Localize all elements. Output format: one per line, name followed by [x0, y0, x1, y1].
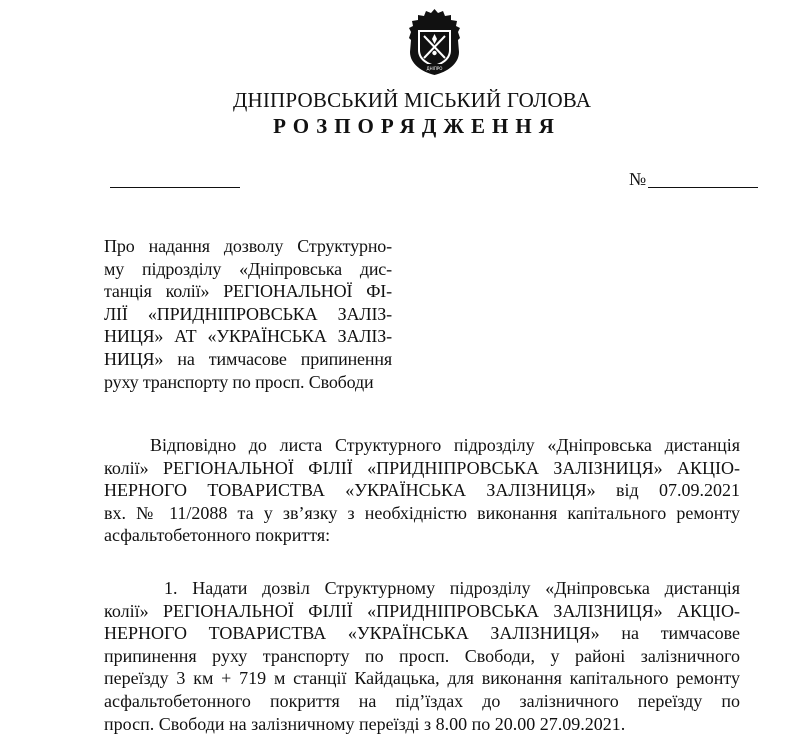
- subject-block: [104, 235, 392, 393]
- order-item-1: [104, 577, 740, 735]
- number-blank-line: [648, 187, 758, 188]
- paragraph-line: переїзду 3 км + 719 м станції Кайдацька, для виконання капітального ремонту: [104, 668, 740, 689]
- paragraph-line: колії» РЕГІОНАЛЬНОЇ ФІЛІЇ «ПРИДНІПРОВСЬКА ЗАЛІЗНИЦЯ» АКЦІО-: [104, 600, 740, 621]
- number-field: [629, 168, 646, 190]
- paragraph-line: припинення руху транспорту по просп. Свободи, у районі залізничного: [104, 645, 740, 666]
- subject-line: ЛІЇ «ПРИДНІПРОВСЬКА ЗАЛІЗ-: [104, 303, 392, 324]
- paragraph-line: Відповідно до листа Структурного підрозділу «Дніпровська дистанція: [150, 435, 740, 455]
- dnipro-coat-of-arms-icon: [407, 8, 462, 76]
- document-type: РОЗПОРЯДЖЕННЯ: [273, 114, 561, 138]
- paragraph-line: НЕРНОГО ТОВАРИСТВА «УКРАЇНСЬКА ЗАЛІЗНИЦЯ» від 07.09.2021: [104, 480, 740, 501]
- preamble-paragraph: [104, 434, 740, 547]
- paragraph-line: асфальтобетонного покриття на під’їздах до залізничного переїзду по: [104, 690, 740, 711]
- number-sign: №: [629, 169, 647, 189]
- subject-line: му підрозділу «Дніпровська дис-: [104, 258, 392, 279]
- paragraph-line: НЕРНОГО ТОВАРИСТВА «УКРАЇНСЬКА ЗАЛІЗНИЦЯ» на тимчасове: [104, 623, 740, 644]
- subject-line: НИЦЯ» АТ «УКРАЇНСЬКА ЗАЛІЗ-: [104, 326, 392, 347]
- paragraph-line: колії» РЕГІОНАЛЬНОЇ ФІЛІЇ «ПРИДНІПРОВСЬКА ЗАЛІЗНИЦЯ» АКЦІО-: [104, 457, 740, 478]
- paragraph-line: 1. Надати дозвіл Структурному підрозділу «Дніпровська дистанція: [164, 578, 740, 598]
- subject-line: танція колії» РЕГІОНАЛЬНОЇ ФІ-: [104, 281, 392, 302]
- issuer-title: ДНІПРОВСЬКИЙ МІСЬКИЙ ГОЛОВА: [232, 88, 592, 112]
- emblem-caption: ДНІПРО: [426, 66, 443, 71]
- subject-line: Про надання дозволу Структурно-: [104, 236, 392, 256]
- paragraph-line: вх. № 11/2088 та у зв’язку з необхідністю виконання капітального ремонту: [104, 502, 740, 523]
- date-blank-line: [110, 187, 240, 188]
- subject-line: руху транспорту по просп. Свободи: [104, 371, 374, 392]
- paragraph-line: асфальтобетонного покриття:: [104, 525, 331, 546]
- paragraph-line: просп. Свободи на залізничному переїзді з 8.00 по 20.00 27.09.2021.: [104, 713, 626, 734]
- subject-line: НИЦЯ» на тимчасове припинення: [104, 348, 392, 369]
